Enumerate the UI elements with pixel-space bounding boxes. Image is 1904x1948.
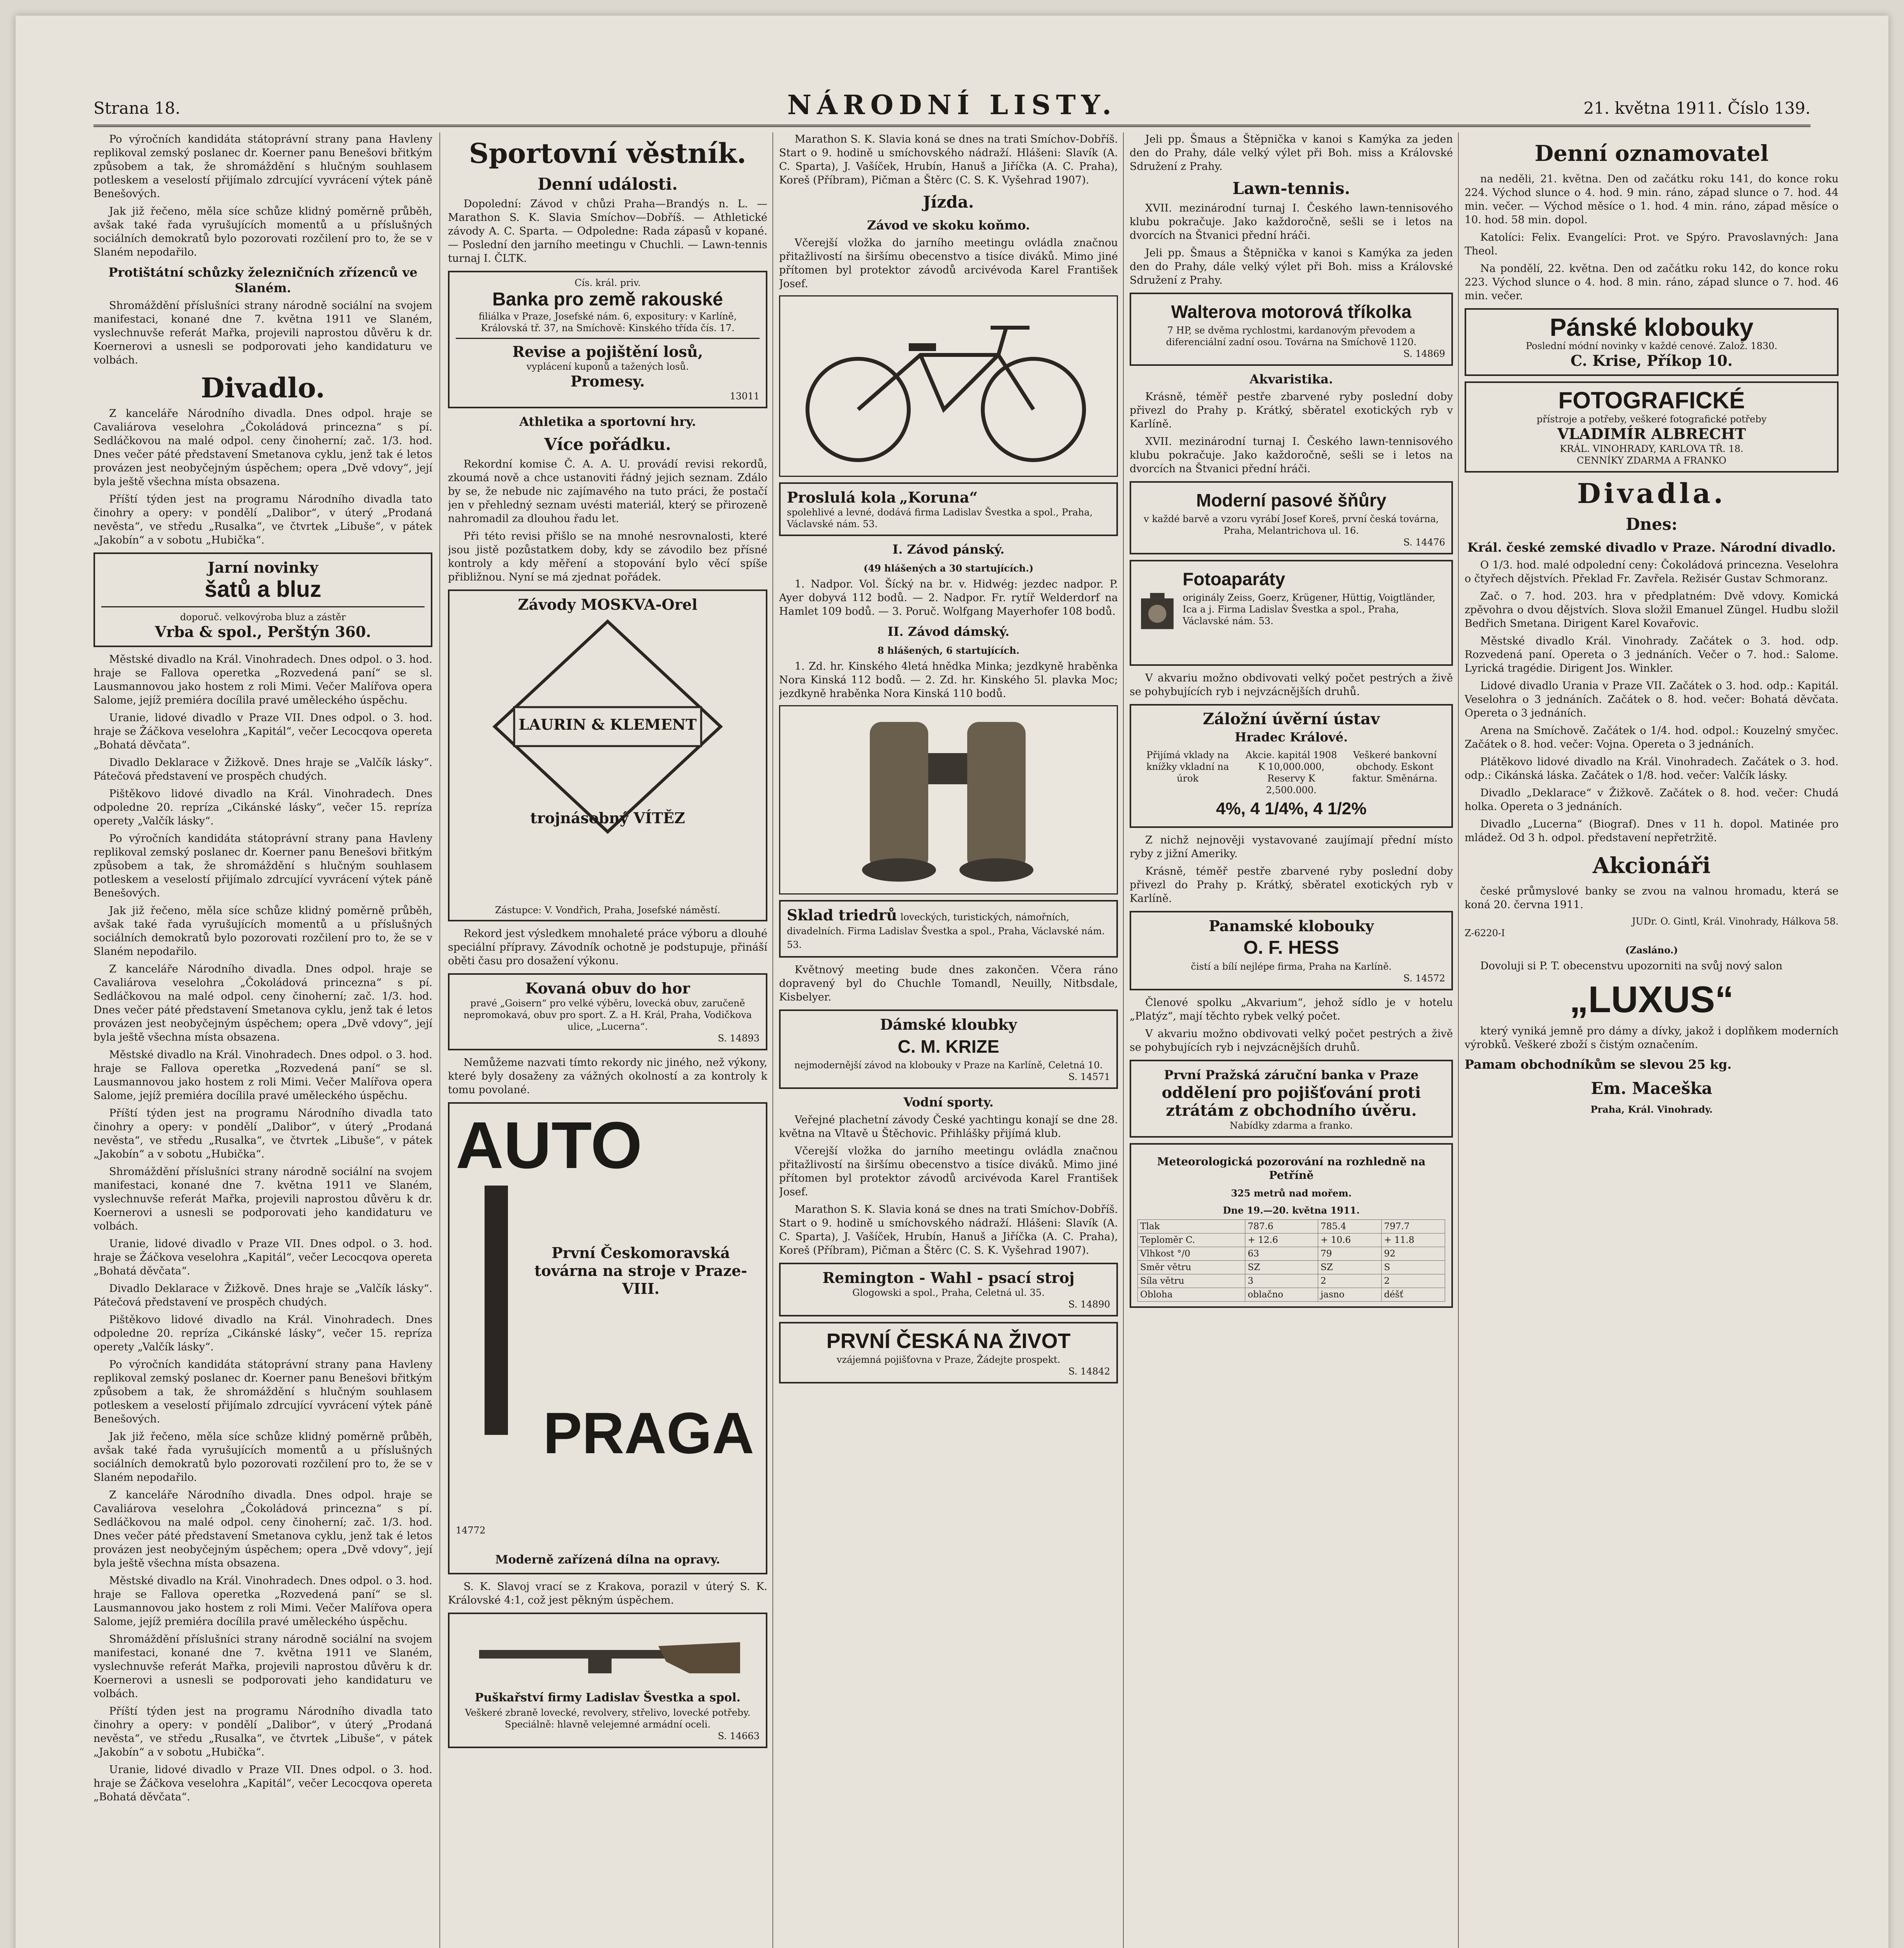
page-number: Strana 18. [93,99,181,118]
article-paragraph: 1. Nadpor. Vol. Šícký na br. v. Hidwég: jezdec nadpor. P. Ayer dobyvá 112 bodů. — 2. Nadpor. Fr. rytíř Welderdorf na Hamlet 109 bodů. — 3. Poruč. Wolfgang Mayerhofer 108 bodů. [779,578,1118,618]
advert-code: Z-6220-I [1465,928,1505,939]
binoculars-icon [780,706,1115,886]
rifle-icon [471,1619,744,1689]
article-paragraph: V akvariu možno obdivovati velký počet pestrých a živě se pohybujících ryb i nejvzácnějších druhů. [1130,1028,1453,1053]
weather-cell: Obloha [1138,1288,1245,1302]
advert-headline: Pánské klobouky [1550,313,1754,341]
advert-ladies-hats [779,1009,1118,1089]
weather-cell: oblačno [1245,1288,1318,1302]
weather-cell: 787.6 [1245,1220,1318,1233]
weather-cell: + 10.6 [1318,1233,1382,1247]
advert-line: 7 HP, se dvěma rychlostmi, kardanovým převodem a diferenciální zadní osou. Továrna na Smíchově 1120. [1166,325,1417,348]
advert-line: oddělení pro pojišťování proti ztrátám z obchodního úvěru. [1162,1083,1421,1120]
advert-line: Akcie. kapitál 1908 K 10,000.000, Reservy K 2,500.000. [1245,750,1337,796]
article-paragraph: Plátěkovo lidové divadlo na Král. Vinohradech. Začátek o 3. hod. odp.: Cikánská láska. Začátek o 1/8. hod. večer: Valčík lásky. [1465,756,1839,782]
issue-date: 21. května 1911. Číslo 139. [1583,99,1811,118]
article-paragraph: Po výročních kandidáta státoprávní strany pana Havleny replikoval zemský poslanec dr. Koerner panu Benešovi břitkým způsobem a tak, že shromáždění s hlučným souhlasem potleskem a veselostí přijímalo zdrcující vyvrácení výtek páně Benešových. [93,133,432,200]
article-paragraph: O 1/3. hod. malé odpolední ceny: Čokoládová princezna. Veselohra o čtyřech dějstvích. Překlad Fr. Zavřela. Režisér Gustav Schmoranz. [1465,559,1839,585]
advert-code: S. 14869 [1403,348,1445,359]
article-paragraph: Veřejné plachetní závody České yachtingu konají se dne 28. května na Vltavě u Štěchovic. Přihlášky přijímá klub. [779,1114,1118,1140]
signature: JUDr. O. Gintl, Král. Vinohrady, Hálkova 58. [1632,916,1839,927]
advert-headline: Banka pro země rakouské [492,289,723,310]
advert-headline: Panamské klobouky [1209,917,1374,935]
article-paragraph: Rekordní komise Č. A. A. U. provádí revisi rekordů, zkoumá nově a chce ustanoviti řádný jejich seznam. Zdálo by se, že nebude nic zajímavého na tuto práci, že postačí jen v přehledný seznam uvésti materiál, který se přirozeně nahromadil za dlouhou řadu let. [448,458,767,525]
article-heading: I. Závod pánský. [892,542,1005,557]
weather-cell: + 11.8 [1382,1233,1445,1247]
advert-headline: Záložní úvěrní ústav [1202,710,1380,728]
weather-subtitle: 325 metrů nad mořem. [1231,1188,1352,1199]
weather-cell: 63 [1245,1247,1318,1261]
column-2 [448,132,767,1948]
article-paragraph: Květnový meeting bude dnes zakončen. Včera ráno dopravený byl do Chuchle Tomandl, Neuilly, Nitbsdale, Kisbelyer. [779,964,1118,1003]
section-title: Akcionáři [1592,853,1711,879]
article-paragraph: Včerejší vložka do jarního meetingu ovládla značnou přitažlivostí na širšímu obecenstvo a tisíce diváků. Mimo jiné přítomen byl protektor závodů arcivévoda Karel František Josef. [779,1145,1118,1198]
article-paragraph: na neděli, 21. května. Den od začátku roku 141, do konce roku 224. Východ slunce o 4. hod. 9 min. ráno, západ slunce o 7. hod. 44 min. večer. — Východ měsíce o 1. hod. 4 min. ráno, západ měsíce o 10. hod. 58 min. dopol. [1465,173,1839,226]
section-title: Divadla. [1577,477,1726,510]
weather-cell: 3 [1245,1274,1318,1288]
article-paragraph: Dopolední: Závod v chůzi Praha—Brandýs n. L. — Marathon S. K. Slavia Smíchov—Dobříš. — Athletické závody A. C. Sparta. — Odpoledne: Rada zápasů v kopané. — Poslední den jarního meetingu v Chuchli. — Lawn-tennis turnaj I. ČLTK. [448,198,767,265]
advert-headline: Fotoaparáty [1183,569,1285,589]
weather-cell: Teploměr C. [1138,1233,1245,1247]
advert-line: Veškeré bankovní obchody. Eskont faktur. Směnárna. [1352,750,1438,784]
article-paragraph: 1. Zd. hr. Kinského 4letá hnědka Minka; jezdkyně hraběnka Nora Kinská 112 bodů. — 2. Zd. hr. Kinského 5l. plavka Moc; jezdkyně hraběnka Nora Kinská 110 bodů. [779,660,1118,700]
weather-row [1138,1274,1445,1288]
weather-row [1138,1247,1445,1261]
advert-headline: Moderní pasové šňůry [1196,490,1387,510]
advert-life-insurance [779,1322,1118,1383]
article-paragraph: Divadlo „Lucerna“ (Biograf). Dnes v 11 h. dopol. Matinée pro mládež. Od 3 h. odpol. představení nepřetržitě. [1465,818,1839,844]
article-paragraph: Pištěkovo lidové divadlo na Král. Vinohradech. Dnes odpoledne 20. repríza „Cikánské lásky“, večer 15. repríza operety „Valčík lásky“. [93,1314,432,1353]
article-paragraph: Lidové divadlo Urania v Praze VII. Začátek o 3. hod. odp.: Kapitál. Veselohra o 3 jednáních. Začátek o 8. hod. večer: Bohatá děvčata. Opereta o 3 jednáních. [1465,680,1839,719]
bicycle-icon [780,296,1115,468]
advert-line: čistí a bílí nejlépe firma, Praha na Karlíně. [1191,961,1392,972]
article-paragraph: S. K. Slavoj vrací se z Krakova, porazil v úterý S. K. Královské 4:1, což jest pěkným úspěchem. [448,1581,767,1606]
advert-gunsmith [448,1613,767,1748]
article-paragraph: Po výročních kandidáta státoprávní strany pana Havleny replikoval zemský poslanec dr. Koerner panu Benešovi břitkým způsobem a tak, že shromáždění s hlučným souhlasem potleskem a veselostí přijímalo zdrcující vyvrácení výtek páně Benešových. [93,833,432,899]
weather-cell: 797.7 [1382,1220,1445,1233]
weather-dates: Dne 19.—20. května 1911. [1223,1205,1360,1216]
article-paragraph: Jak již řečeno, měla síce schůze klidný poměrně průběh, avšak také řada vyrušujících momentů a u příslušných sociálních demokratů bylo pozorovati rozčilení pro to, že se v Slaném nepodařilo. [93,1431,432,1484]
article-paragraph: XVII. mezinárodní turnaj I. Českého lawn-tennisového klubu pokračuje. Jako každoročně, sešli se i letos na dvorcích na Štvanici přední hráči. [1130,202,1453,242]
advert-headline: NA ŽIVOT [973,1329,1071,1353]
advert-line: spolehlivé a levné, dodává firma Ladislav Švestka a spol., Praha, Václavské nám. 53. [787,507,1093,529]
advert-line: Závody MOSKVA-Orel [518,596,698,613]
advert-bicycles [779,482,1118,536]
article-paragraph: Uranie, lidové divadlo v Praze VII. Dnes odpol. o 3. hod. hraje se Žáčkova veselohra „Kapitál“, večer Lecocqova opereta „Bohatá děvčata“. [93,712,432,751]
article-paragraph: Uranie, lidové divadlo v Praze VII. Dnes odpol. o 3. hod. hraje se Žáčkova veselohra „Kapitál“, večer Lecocqova opereta „Bohatá děvčata“. [93,1238,432,1277]
advert-firm: C. M. KRIZE [897,1036,1000,1057]
weather-cell: 2 [1382,1274,1445,1288]
article-heading: Akvaristika. [1249,372,1333,386]
weather-table [1137,1219,1445,1302]
advert-headline: FOTOGRAFICKÉ [1558,387,1745,413]
article-paragraph: Uranie, lidové divadlo v Praze VII. Dnes odpol. o 3. hod. hraje se Žáčkova veselohra „Kapitál“, večer Lecocqova opereta „Bohatá děvčata“. [93,1764,432,1803]
article-paragraph: V akvariu možno obdivovati velký počet pestrých a živě se pohybujících ryb i nejvzácnějších druhů. [1130,672,1453,698]
advert-code: S. 14571 [1068,1071,1110,1082]
advert-line: vyplácení kuponů a tažených losů. [526,361,689,372]
advert-line: trojnásobný VÍTĚZ [530,809,685,827]
advert-line: Poslední módní novinky v každé cenové. Založ. 1830. [1526,341,1777,351]
article-paragraph: Shromáždění příslušníci strany národně sociální na svojem manifestaci, konané dne 7. května 1911 ve Slaném, vyslechnuvše referát Mařka, projevili naprostou důvěru k dr. Koernerovi a usnesli se podporovati jeho kandidaturu ve volbách. [93,300,432,366]
advert-line: Jarní novinky [208,559,318,576]
decorative-bar [485,1186,508,1435]
weather-row [1138,1261,1445,1274]
article-paragraph: Nemůžeme nazvati tímto rekordy nic jiného, než výkony, které byly dosaženy za vážných okolností a za kontroly k tomu povolané. [448,1057,767,1096]
advert-headline: První Pražská záruční banka v Praze [1164,1068,1419,1082]
article-paragraph: Členové spolku „Akvarium“, jehož sídlo je v hotelu „Platýz“, mají těchto rybek velký počet. [1130,997,1453,1022]
advert-line: Veškeré zbraně lovecké, revolvery, střelivo, lovecké potřeby. Speciálně: hlavně velejemné armádní oceli. [465,1707,751,1730]
weather-cell: + 12.6 [1245,1233,1318,1247]
weather-row [1138,1220,1445,1233]
advert-code: S. 14842 [1068,1366,1110,1377]
advert-headline: Kovaná obuv do hor [525,979,690,997]
advert-headline: šatů a bluz [205,577,321,602]
advert-code: S. 14890 [1068,1299,1110,1310]
weather-cell: Síla větru [1138,1274,1245,1288]
article-note: (Zasláno.) [1625,944,1678,956]
article-paragraph: Z kanceláře Národního divadla. Dnes odpol. hraje se Cavaliárova veselohra „Čokoládová princezna“ s pí. Sedláčkovou na malé odpol. ceny činoherní; zač. 1/3. hod. Dnes večer páté představení Smetanova cyklu, jenž tak é letos provázen jest neobyčejným úspěchem; opera „Dvě vdovy“, její byla ještě všechna místa obsazena. [93,408,432,488]
article-paragraph: Jak již řečeno, měla síce schůze klidný poměrně průběh, avšak také řada vyrušujících momentů a u příslušných sociálních demokratů bylo pozorovati rozčilení pro to, že se v Slaném nepodařilo. [93,905,432,958]
section-title: Divadlo. [201,372,325,404]
advert-guarantee-bank [1130,1060,1453,1138]
advert-line: loveckých, turistických, námořních, divadelních. Firma Ladislav Švestka a spol., Praha, Václavské nám. 53. [787,912,1105,950]
advert-line: filiálka v Praze, Josefské nám. 6, expositury: v Karlíně, Královská tř. 37, na Smíchově: Kinského třída čís. 17. [478,311,737,333]
advert-headline: LAURIN & KLEMENT [518,716,697,733]
section-subtitle: Dnes: [1625,515,1678,534]
advert-headline: Sklad triedrů [787,906,897,924]
advert-code: S. 14476 [1403,537,1445,548]
interest-rates: 4%, 4 1/4%, 4 1/2% [1216,799,1367,818]
advert-line: První Českomoravská továrna na stroje v Praze-VIII. [534,1244,747,1297]
weather-row [1138,1233,1445,1247]
column-3 [779,132,1118,1948]
advert-line: CENNÍKY ZDARMA A FRANKO [1577,455,1726,466]
column-rule [772,132,773,1948]
article-paragraph: Včerejší vložka do jarního meetingu ovládla značnou přitažlivostí na širšímu obecenstvo a tisíce diváků. Mimo jiné přítomen byl protektor závodů arcivévoda Karel František Josef. [779,237,1118,290]
advert-typewriter [779,1263,1118,1316]
divider [456,338,760,339]
advert-brand: „Koruna“ [899,489,978,506]
advert-firm: O. F. HESS [1243,937,1339,958]
article-paragraph: Na pondělí, 22. května. Den od začátku roku 142, do konce roku 223. Východ slunce o 4. hod. 8 min. ráno, západ slunce o 7. hod. 46 min. večer. [1465,263,1839,302]
article-paragraph: Pištěkovo lidové divadlo na Král. Vinohradech. Dnes odpoledne 20. repríza „Cikánské lásky“, večer 15. repríza operety „Valčík lásky“. [93,788,432,827]
advert-blouses [93,552,432,647]
advert-headline: Proslulá kola [787,489,896,506]
article-paragraph: Marathon S. K. Slavia koná se dnes na trati Smíchov-Dobříš. Start o 9. hodině u smíchovského nádraží. Hlášeni: Slavík (A. C. Sparta), J. Vašíček, Hrubín, Hanuš a Jiříčka (A. C. Praha), Koreš (Příbram), Pičman a Štěrc (C. S. K. Vyšehrad 1907). [779,133,1118,186]
advert-line: Glogowski a spol., Praha, Celetná ul. 35. [852,1287,1045,1298]
advert-headline: „LUXUS“ [1569,979,1734,1020]
advert-line: originály Zeiss, Goerz, Krügener, Hüttig, Voigtländer, Ica a j. Firma Ladislav Švestka a spol., Praha, Václavské nám. 53. [1183,592,1435,626]
advert-code: S. 14572 [1403,973,1445,984]
advert-line: pravé „Goisern“ pro velké výběru, lovecká obuv, zaručeně nepromokavá, obuv pro sport. Z. a H. Král, Praha, Vodičkova ulice, „Lucerna“. [463,998,752,1032]
bicycle-illustration [779,295,1118,477]
article-paragraph: Příští týden jest na programu Národního divadla tato činohry a opery: v pondělí „Dalibor“, v úterý „Prodaná nevěsta“, ve středu „Rusalka“, ve čtvrtek „Libuše“, v pátek „Jakobín“ a v sobotu „Hubička“. [93,1705,432,1758]
advert-line: Promesy. [570,372,645,390]
article-paragraph: Při této revisi přišlo se na mnohé nesrovnalosti, které jsou jistě pozůstatkem doby, kdy se závodilo bez přísné kontroly a kdy měření a stopování bylo věcí spíše přibližnou. Nyní se má zjednat pořádek. [448,530,767,583]
advert-line: Revise a pojištění losů, [512,343,703,360]
weather-cell: 79 [1318,1247,1382,1261]
advert-headline: AUTO [456,1108,642,1182]
advert-code: 14772 [456,1525,486,1536]
signature: Em. Maceška [1591,1079,1712,1098]
advert-code: 13011 [730,391,760,402]
advert-photo [1465,381,1839,473]
advert-firm: C. Krise, Příkop 10. [1570,352,1733,369]
column-4 [1130,132,1453,1948]
article-paragraph: Krásně, téměř pestře zbarvené ryby poslední doby přivezl do Prahy p. Krátký, sběratel exotických ryb v Karlíně. [1130,391,1453,430]
article-paragraph: Z nichž nejnověji vystavované zaujímají přední místo ryby z jižní Ameriky. [1130,834,1453,860]
advert-motor-tricycle [1130,293,1453,366]
advert-loan-bank [1130,704,1453,828]
advert-line: Nabídky zdarma a franko. [1229,1120,1353,1131]
section-subtitle: Denní události. [538,175,678,194]
article-paragraph: české průmyslové banky se zvou na valnou hromadu, která se koná 20. června 1911. [1465,885,1839,911]
newspaper-page [16,16,1888,1948]
column-rule [439,132,440,1948]
article-heading: Athletika a sportovní hry. [519,414,696,429]
article-subheading: Více pořádku. [544,435,671,454]
article-paragraph: Shromáždění příslušníci strany národně sociální na svojem manifestaci, konané dne 7. května 1911 ve Slaném, vyslechnuvše referát Mařka, projevili naprostou důvěru k dr. Koernerovi a usnesli se podporovati jeho kandidaturu ve volbách. [93,1166,432,1232]
advert-shoes [448,973,767,1050]
advert-line: Cís. král. priv. [575,277,641,288]
weather-cell: Směr větru [1138,1261,1245,1274]
section-title: Denní oznamovatel [1534,141,1769,166]
binoculars-illustration [779,705,1118,895]
article-paragraph: Arena na Smíchově. Začátek o 1/4. hod. odpol.: Kouzelný smyčec. Začátek o 8. hod. večer: Vojna. Opereta o 3 jednáních. [1465,725,1839,750]
signature-address: Praha, Král. Vinohrady. [1590,1104,1713,1115]
advert-bank [448,271,767,408]
column-rule [1123,132,1124,1948]
advert-binoculars [779,900,1118,958]
article-paragraph: Po výročních kandidáta státoprávní strany pana Havleny replikoval zemský poslanec dr. Koerner panu Benešovi břitkým způsobem a tak, že shromáždění s hlučným souhlasem potleskem a veselostí přijímalo zdrcující vyvrácení výtek páně Benešových. [93,1359,432,1425]
weather-cell: 785.4 [1318,1220,1382,1233]
advert-line: vzájemná pojišťovna v Praze, Žádejte prospekt. [836,1354,1061,1365]
weather-cell: 2 [1318,1274,1382,1288]
advert-line: doporuč. velkovýroba bluz a zástěr [180,612,346,623]
article-paragraph: Rekord jest výsledkem mnohaleté práce výboru a dlouhé speciální přípravy. Závodník ochotně je podstupuje, přináší oběti času pro dosažení výkonu. [448,928,767,967]
advert-headline: Puškařství firmy Ladislav Švestka a spol. [474,1691,741,1704]
article-paragraph: Z kanceláře Národního divadla. Dnes odpol. hraje se Cavaliárova veselohra „Čokoládová princezna“ s pí. Sedláčkovou na malé odpol. ceny činoherní; zač. 1/3. hod. Dnes večer páté představení Smetanova cyklu, jenž tak é letos provázen jest neobyčejným úspěchem; opera „Dvě vdovy“, její byla ještě všechna místa obsazena. [93,1489,432,1569]
weather-cell: SZ [1318,1261,1382,1274]
weather-row [1138,1288,1445,1302]
advert-firm: VLADIMÍR ALBRECHT [1557,425,1746,443]
advert-headline: Walterova motorová tříkolka [1171,302,1412,322]
article-paragraph: Z kanceláře Národního divadla. Dnes odpol. hraje se Cavaliárova veselohra „Čokoládová princezna“ s pí. Sedláčkovou na malé odpol. ceny činoherní; zač. 1/3. hod. Dnes večer páté představení Smetanova cyklu, jenž tak é letos provázen jest neobyčejným úspěchem; opera „Dvě vdovy“, její byla ještě všechna místa obsazena. [93,963,432,1043]
article-paragraph: Městské divadlo na Král. Vinohradech. Dnes odpol. o 3. hod. hraje se Fallova operetka „Rozvedená paní“ se sl. Lausmannovou jako hostem z roli Mimi. Večer Malířova opera Salome, jejíž premiéra docílila pravé uměleckého úspěchu. [93,1575,432,1628]
column-5 [1465,132,1839,1948]
masthead: NÁRODNÍ LISTY. [787,90,1117,121]
article-paragraph: Divadlo Deklarace v Žižkově. Dnes hraje se „Valčík lásky“. Pátečová představení ve prospěch chudých. [93,1283,432,1308]
article-heading: Protištátní schůzky železničních zřízenců ve Slaném. [108,265,418,295]
column-rule [1458,132,1459,1948]
weather-cell: jasno [1318,1288,1382,1302]
weather-title: Meteorologická pozorování na rozhledně na Petříně [1157,1155,1426,1182]
article-paragraph: Jeli pp. Šmaus a Štěpnička v kanoi s Kamýka za jeden den do Prahy, dále velký výlet při Boh. miss a Královské Sdružení z Prahy. [1130,247,1453,286]
article-paragraph: Příští týden jest na programu Národního divadla tato činohry a opery: v pondělí „Dalibor“, v úterý „Prodaná nevěsta“, ve středu „Rusalka“, ve čtvrtek „Libuše“, v pátek „Jakobín“ a v sobotu „Hubička“. [93,1107,432,1160]
article-paragraph: který vyniká jemně pro dámy a dívky, jakož i doplňkem moderních výrobků. Veškeré zboží s čistým označením. [1465,1025,1839,1051]
article-paragraph: Jak již řečeno, měla síce schůze klidný poměrně průběh, avšak také řada vyrušujících momentů a u příslušných sociálních demokratů bylo pozorovati rozčilení pro to, že se v Slaném nepodařilo. [93,205,432,258]
camera-icon [1137,566,1177,660]
article-paragraph: Marathon S. K. Slavia koná se dnes na trati Smíchov-Dobříš. Start o 9. hodině u smíchovského nádraží. Hlášeni: Slavík (A. C. Sparta), J. Vašíček, Hrubín, Hanuš a Jiříčka (A. C. Praha), Koreš (Příbram), Pičman a Štěrc (C. S. K. Vyšehrad 1907). [779,1203,1118,1256]
article-paragraph: Zač. o 7. hod. 203. hra v předplatném: Dvě vdovy. Komická zpěvohra o dvou dějstvích. Slova složil Emanuel Züngel. Hudbu složil Bedřich Smetana. Dirigent Karel Kovařovic. [1465,590,1839,630]
advert-line: KRÁL. VINOHRADY, KARLOVA TŘ. 18. [1560,443,1744,454]
advert-line: Hradec Králové. [1234,730,1348,745]
advert-line: přístroje a potřeby, veškeré fotografické potřeby [1536,414,1767,425]
weather-report [1130,1143,1453,1308]
page-header [93,82,1811,127]
advert-code: S. 14663 [718,1731,760,1742]
weather-cell: 92 [1382,1247,1445,1261]
article-heading: Vodní sporty. [903,1095,994,1110]
advert-praga [448,1102,767,1574]
article-subheading: (49 hlášených a 30 startujících.) [863,563,1034,574]
column-1 [93,132,432,1948]
article-paragraph: Městské divadlo na Král. Vinohradech. Dnes odpol. o 3. hod. hraje se Fallova operetka „Rozvedená paní“ se sl. Lausmannovou jako hostem z roli Mimi. Večer Malířova opera Salome, jejíž premiéra docílila pravé uměleckého úspěchu. [93,653,432,706]
article-paragraph: Příští týden jest na programu Národního divadla tato činohry a opery: v pondělí „Dalibor“, v úterý „Prodaná nevěsta“, ve středu „Rusalka“, ve čtvrtek „Libuše“, v pátek „Jakobín“ a v sobotu „Hubička“. [93,493,432,546]
article-paragraph: Městské divadlo Král. Vinohrady. Začátek o 3. hod. odp. Rozvedená paní. Opereta o 3 jednáních. Večer o 7. hod.: Salome. Lyrická tragédie. Dirigent Jos. Winkler. [1465,635,1839,674]
article-heading: Lawn-tennis. [1232,179,1350,198]
article-subheading: Závod ve skoku koňmo. [867,218,1030,233]
divider [101,606,425,607]
weather-cell: Vlhkost °/0 [1138,1247,1245,1261]
advert-panama-hats [1130,911,1453,990]
article-paragraph: Městské divadlo na Král. Vinohradech. Dnes odpol. o 3. hod. hraje se Fallova operetka „Rozvedená paní“ se sl. Lausmannovou jako hostem z roli Mimi. Večer Malířova opera Salome, jejíž premiéra docílila pravé uměleckého úspěchu. [93,1049,432,1102]
article-heading: Král. české zemské divadlo v Praze. Národní divadlo. [1467,540,1836,555]
article-paragraph: Divadlo „Deklarace“ v Žižkově. Začátek o 8. hod. večer: Chudá holka. Opereta o 3 jednáních. [1465,787,1839,813]
advert-headline: Remington - Wahl - psací stroj [822,1269,1075,1286]
advert-line: v každé barvě a vzoru vyrábí Josef Koreš, první česká továrna, Praha, Melantrichova ul. 16. [1144,513,1439,536]
article-paragraph: Jeli pp. Šmaus a Štěpnička v kanoi s Kamýka za jeden den do Prahy, dále velký výlet při Boh. miss a Královské Sdružení z Prahy. [1130,133,1453,173]
weather-cell: déšť [1382,1288,1445,1302]
article-paragraph: Katolíci: Felix. Evangelíci: Prot. ve Spýro. Pravoslavných: Jana Theol. [1465,231,1839,257]
advert-firm: Vrba & spol., Perštýn 360. [155,623,371,641]
weather-cell: S [1382,1261,1445,1274]
advert-line: Zástupce: V. Vondřich, Praha, Josefské náměstí. [495,905,721,916]
advert-mens-hats [1465,308,1839,376]
article-paragraph: Krásně, téměř pestře zbarvené ryby poslední doby přivezl do Prahy p. Krátký, sběratel exotických ryb v Karlíně. [1130,865,1453,905]
article-paragraph: XVII. mezinárodní turnaj I. Českého lawn-tennisového klubu pokračuje. Jako každoročně, sešli se i letos na dvorcích na Štvanici přední hráči. [1130,436,1453,475]
article-heading: Jízda. [923,192,974,212]
advert-line: nejmodernější závod na klobouky v Praze na Karlíně, Celetná 10. [794,1060,1103,1071]
advert-line: Moderně zařízená dílna na opravy. [495,1553,720,1567]
advert-headline: PRVNÍ ČESKÁ [826,1329,970,1353]
advert-cords [1130,481,1453,554]
article-paragraph: Pamam obchodníkům se slevou 25 kg. [1465,1057,1732,1072]
article-subheading: 8 hlášených, 6 startujících. [877,645,1020,656]
advert-cameras [1130,560,1453,666]
weather-cell: SZ [1245,1261,1318,1274]
advert-laurin-klement [448,589,767,921]
weather-cell: Tlak [1138,1220,1245,1233]
section-title: Sportovní věstník. [469,137,746,169]
advert-line: Přijímá vklady na knížky vkladní na úrok [1146,750,1229,784]
article-paragraph: Shromáždění příslušníci strany národně sociální na svojem manifestaci, konané dne 7. května 1911 ve Slaném, vyslechnuvše referát Mařka, projevili naprostou důvěru k dr. Koernerovi a usnesli se podporovati jeho kandidaturu ve volbách. [93,1633,432,1700]
advert-code: S. 14893 [718,1033,760,1044]
advert-headline: Dámské kloubky [880,1016,1017,1033]
article-paragraph: Divadlo Deklarace v Žižkově. Dnes hraje se „Valčík lásky“. Pátečová představení ve prospěch chudých. [93,757,432,782]
article-heading: II. Závod dámský. [887,624,1010,639]
article-paragraph: Dovoluji si P. T. obecenstvu upozorniti na svůj nový salon [1480,960,1782,972]
advert-headline: PRAGA [543,1400,754,1466]
